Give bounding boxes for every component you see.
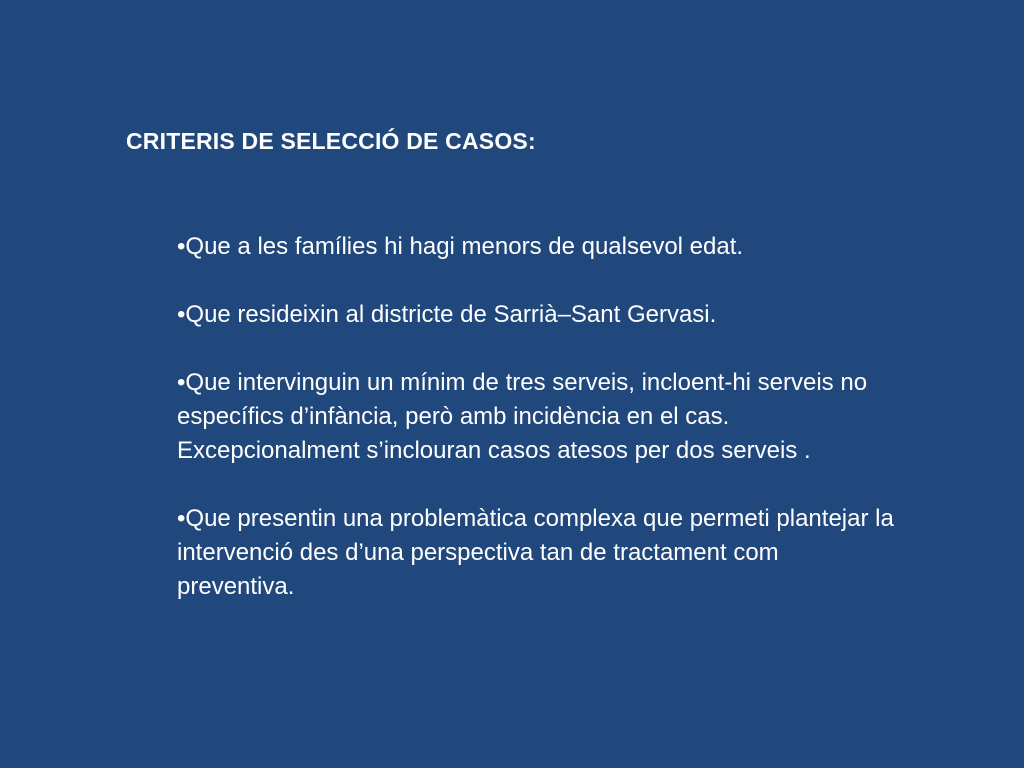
bullet-item-problematic: •Que presentin una problemàtica complexa que permeti plantejar la intervenció des d’una perspectiva tan de tractament com preventiva. xyxy=(177,505,894,600)
bullet-list xyxy=(177,230,897,604)
bullet-item-district: •Que resideixin al districte de Sarrià–Sant Gervasi. xyxy=(177,301,717,328)
bullet-item-services: •Que intervinguin un mínim de tres serveis, incloent-hi serveis no específics d’infància, però amb incidència en el cas. Excepcionalment s’inclouran casos atesos per dos serveis . xyxy=(177,369,868,464)
bullet-item-families: •Que a les famílies hi hagi menors de qualsevol edat. xyxy=(177,233,744,260)
slide-title: CRITERIS DE SELECCIÓ DE CASOS: xyxy=(126,128,536,154)
